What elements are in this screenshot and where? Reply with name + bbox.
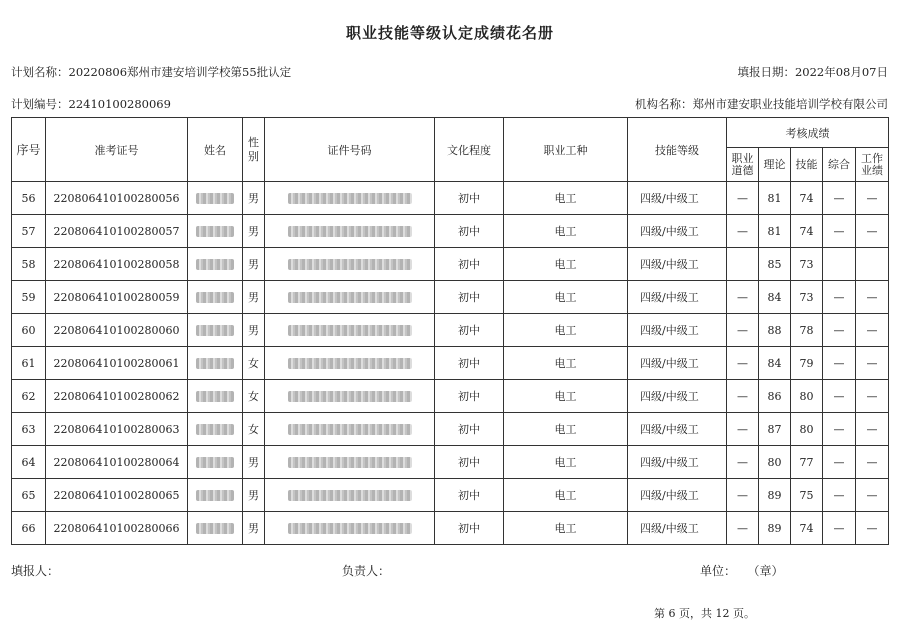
row-ticket-number: 220806410100280058 — [46, 248, 188, 281]
row-name — [188, 248, 243, 281]
row-theory-score: 89 — [759, 512, 791, 545]
row-ethics-score: — — [727, 380, 759, 413]
table-row — [12, 446, 889, 479]
row-occupation: 电工 — [504, 182, 628, 215]
row-skill-score: 79 — [791, 347, 823, 380]
row-work-score: — — [856, 512, 889, 545]
row-id-number — [265, 380, 435, 413]
row-id-number — [265, 512, 435, 545]
row-skill-level: 四级/中级工 — [628, 413, 727, 446]
row-skill-level: 四级/中级工 — [628, 281, 727, 314]
row-comprehensive-score: — — [823, 413, 856, 446]
row-education: 初中 — [435, 413, 504, 446]
row-seq: 56 — [12, 182, 46, 215]
row-occupation: 电工 — [504, 314, 628, 347]
redacted-name — [196, 292, 234, 303]
row-seq: 61 — [12, 347, 46, 380]
plan-name — [11, 64, 291, 80]
row-comprehensive-score: — — [823, 215, 856, 248]
row-id-number — [265, 248, 435, 281]
redacted-name — [196, 424, 234, 435]
row-theory-score: 84 — [759, 347, 791, 380]
row-ethics-score: — — [727, 413, 759, 446]
row-ethics-score: — — [727, 512, 759, 545]
table-row — [12, 512, 889, 545]
row-occupation: 电工 — [504, 446, 628, 479]
redacted-name — [196, 391, 234, 402]
row-occupation: 电工 — [504, 380, 628, 413]
header-ticket: 准考证号 — [46, 118, 188, 182]
row-id-number — [265, 215, 435, 248]
unit-field — [700, 562, 783, 579]
header-work-performance: 工作业绩 — [856, 148, 889, 182]
row-education: 初中 — [435, 512, 504, 545]
row-skill-score: 80 — [791, 380, 823, 413]
row-occupation: 电工 — [504, 248, 628, 281]
row-theory-score: 89 — [759, 479, 791, 512]
plan-number — [11, 96, 171, 112]
row-ticket-number: 220806410100280061 — [46, 347, 188, 380]
row-gender: 男 — [243, 281, 265, 314]
table-row — [12, 380, 889, 413]
row-seq: 57 — [12, 215, 46, 248]
row-ethics-score: — — [727, 479, 759, 512]
redacted-id-number — [288, 226, 412, 237]
redacted-id-number — [288, 325, 412, 336]
fill-date-value: 2022年08月07日 — [794, 65, 888, 79]
row-comprehensive-score: — — [823, 512, 856, 545]
row-occupation: 电工 — [504, 413, 628, 446]
redacted-name — [196, 193, 234, 204]
header-education: 文化程度 — [435, 118, 504, 182]
row-skill-score: 73 — [791, 281, 823, 314]
row-seq: 60 — [12, 314, 46, 347]
row-theory-score: 80 — [759, 446, 791, 479]
row-work-score: — — [856, 446, 889, 479]
row-ticket-number: 220806410100280060 — [46, 314, 188, 347]
row-skill-score: 80 — [791, 413, 823, 446]
row-work-score: — — [856, 413, 889, 446]
row-id-number — [265, 413, 435, 446]
row-comprehensive-score: — — [823, 281, 856, 314]
row-name — [188, 413, 243, 446]
plan-number-value: 22410100280069 — [68, 97, 171, 111]
row-id-number — [265, 446, 435, 479]
row-seq: 63 — [12, 413, 46, 446]
organization — [635, 96, 888, 112]
row-skill-score: 78 — [791, 314, 823, 347]
row-gender: 女 — [243, 347, 265, 380]
row-theory-score: 86 — [759, 380, 791, 413]
row-education: 初中 — [435, 479, 504, 512]
row-ethics-score: — — [727, 281, 759, 314]
redacted-name — [196, 523, 234, 534]
row-name — [188, 380, 243, 413]
row-name — [188, 347, 243, 380]
row-ethics-score: — — [727, 314, 759, 347]
redacted-id-number — [288, 457, 412, 468]
row-comprehensive-score: — — [823, 479, 856, 512]
row-seq: 62 — [12, 380, 46, 413]
row-education: 初中 — [435, 446, 504, 479]
row-gender: 男 — [243, 182, 265, 215]
row-gender: 男 — [243, 215, 265, 248]
header-seq: 序号 — [12, 118, 46, 182]
table-row — [12, 215, 889, 248]
row-skill-level: 四级/中级工 — [628, 380, 727, 413]
row-ticket-number: 220806410100280066 — [46, 512, 188, 545]
row-gender: 男 — [243, 479, 265, 512]
redacted-id-number — [288, 424, 412, 435]
header-occupation: 职业工种 — [504, 118, 628, 182]
row-ticket-number: 220806410100280063 — [46, 413, 188, 446]
table-row — [12, 281, 889, 314]
row-seq: 59 — [12, 281, 46, 314]
header-theory: 理论 — [759, 148, 791, 182]
row-skill-level: 四级/中级工 — [628, 182, 727, 215]
redacted-id-number — [288, 292, 412, 303]
row-ethics-score: — — [727, 182, 759, 215]
row-comprehensive-score: — — [823, 380, 856, 413]
row-ticket-number: 220806410100280057 — [46, 215, 188, 248]
redacted-id-number — [288, 358, 412, 369]
row-work-score: — — [856, 215, 889, 248]
row-skill-score: 74 — [791, 512, 823, 545]
row-name — [188, 281, 243, 314]
row-ticket-number: 220806410100280059 — [46, 281, 188, 314]
row-occupation: 电工 — [504, 281, 628, 314]
row-skill-score: 74 — [791, 215, 823, 248]
plan-number-label: 计划编号： — [11, 97, 69, 111]
row-theory-score: 88 — [759, 314, 791, 347]
row-gender: 男 — [243, 248, 265, 281]
row-work-score: — — [856, 182, 889, 215]
row-theory-score: 85 — [759, 248, 791, 281]
row-education: 初中 — [435, 215, 504, 248]
principal-label: 负责人： — [342, 564, 391, 578]
row-education: 初中 — [435, 281, 504, 314]
header-comprehensive: 综合 — [823, 148, 856, 182]
plan-name-value: 20220806郑州市建安培训学校第55批认定 — [68, 65, 292, 79]
row-seq: 66 — [12, 512, 46, 545]
row-name — [188, 446, 243, 479]
organization-label: 机构名称： — [635, 97, 693, 111]
header-skill-level: 技能等级 — [628, 118, 727, 182]
row-skill-level: 四级/中级工 — [628, 347, 727, 380]
row-ethics-score: — — [727, 347, 759, 380]
redacted-id-number — [288, 523, 412, 534]
row-occupation: 电工 — [504, 215, 628, 248]
fill-date — [737, 64, 888, 80]
header-scores: 考核成绩 — [727, 118, 889, 148]
table-row — [12, 314, 889, 347]
row-ticket-number: 220806410100280062 — [46, 380, 188, 413]
row-gender: 女 — [243, 380, 265, 413]
row-theory-score: 87 — [759, 413, 791, 446]
row-comprehensive-score: — — [823, 446, 856, 479]
row-gender: 男 — [243, 314, 265, 347]
row-skill-level: 四级/中级工 — [628, 512, 727, 545]
organization-value: 郑州市建安职业技能培训学校有限公司 — [692, 97, 888, 111]
row-occupation: 电工 — [504, 347, 628, 380]
redacted-name — [196, 490, 234, 501]
redacted-id-number — [288, 193, 412, 204]
redacted-name — [196, 457, 234, 468]
row-gender: 女 — [243, 413, 265, 446]
seal-placeholder: （章） — [747, 564, 784, 578]
row-name — [188, 479, 243, 512]
row-id-number — [265, 479, 435, 512]
row-id-number — [265, 347, 435, 380]
redacted-name — [196, 259, 234, 270]
row-education: 初中 — [435, 314, 504, 347]
row-skill-score: 74 — [791, 182, 823, 215]
row-occupation: 电工 — [504, 512, 628, 545]
row-skill-score: 77 — [791, 446, 823, 479]
row-skill-score: 75 — [791, 479, 823, 512]
redacted-name — [196, 358, 234, 369]
row-skill-level: 四级/中级工 — [628, 479, 727, 512]
table-row — [12, 413, 889, 446]
redacted-id-number — [288, 259, 412, 270]
table-body — [12, 182, 889, 545]
row-ticket-number: 220806410100280064 — [46, 446, 188, 479]
redacted-id-number — [288, 490, 412, 501]
row-comprehensive-score — [823, 248, 856, 281]
table-row — [12, 248, 889, 281]
table-row — [12, 182, 889, 215]
row-comprehensive-score: — — [823, 182, 856, 215]
row-seq: 65 — [12, 479, 46, 512]
row-ethics-score: — — [727, 446, 759, 479]
header-ethics: 职业道德 — [727, 148, 759, 182]
row-work-score: — — [856, 314, 889, 347]
row-work-score: — — [856, 347, 889, 380]
header-id-number: 证件号码 — [265, 118, 435, 182]
row-name — [188, 512, 243, 545]
row-theory-score: 84 — [759, 281, 791, 314]
row-skill-level: 四级/中级工 — [628, 215, 727, 248]
row-ticket-number: 220806410100280056 — [46, 182, 188, 215]
row-id-number — [265, 281, 435, 314]
row-seq: 64 — [12, 446, 46, 479]
header-name: 姓名 — [188, 118, 243, 182]
redacted-name — [196, 226, 234, 237]
plan-name-label: 计划名称： — [11, 65, 69, 79]
row-education: 初中 — [435, 182, 504, 215]
row-work-score: — — [856, 380, 889, 413]
row-skill-level: 四级/中级工 — [628, 248, 727, 281]
row-gender: 男 — [243, 446, 265, 479]
unit-label: 单位： — [700, 564, 737, 578]
row-name — [188, 215, 243, 248]
table-row — [12, 479, 889, 512]
row-id-number — [265, 314, 435, 347]
row-ethics-score — [727, 248, 759, 281]
row-work-score: — — [856, 479, 889, 512]
redacted-id-number — [288, 391, 412, 402]
row-education: 初中 — [435, 347, 504, 380]
header-gender: 性别 — [243, 118, 265, 182]
row-id-number — [265, 182, 435, 215]
row-ethics-score: — — [727, 215, 759, 248]
row-comprehensive-score: — — [823, 314, 856, 347]
row-education: 初中 — [435, 248, 504, 281]
row-comprehensive-score: — — [823, 347, 856, 380]
row-work-score: — — [856, 281, 889, 314]
fill-date-label: 填报日期： — [737, 65, 795, 79]
row-skill-level: 四级/中级工 — [628, 314, 727, 347]
header-skill: 技能 — [791, 148, 823, 182]
row-theory-score: 81 — [759, 215, 791, 248]
row-education: 初中 — [435, 380, 504, 413]
row-ticket-number: 220806410100280065 — [46, 479, 188, 512]
roster-table — [11, 117, 889, 545]
row-gender: 男 — [243, 512, 265, 545]
row-work-score — [856, 248, 889, 281]
table-row — [12, 347, 889, 380]
reporter-label: 填报人： — [11, 564, 60, 578]
redacted-name — [196, 325, 234, 336]
row-occupation: 电工 — [504, 479, 628, 512]
row-skill-score: 73 — [791, 248, 823, 281]
row-seq: 58 — [12, 248, 46, 281]
row-name — [188, 314, 243, 347]
page-number: 第 6 页，共 12 页。 — [654, 607, 755, 620]
document-title: 职业技能等级认定成绩花名册 — [345, 24, 554, 42]
row-theory-score: 81 — [759, 182, 791, 215]
row-skill-level: 四级/中级工 — [628, 446, 727, 479]
row-name — [188, 182, 243, 215]
